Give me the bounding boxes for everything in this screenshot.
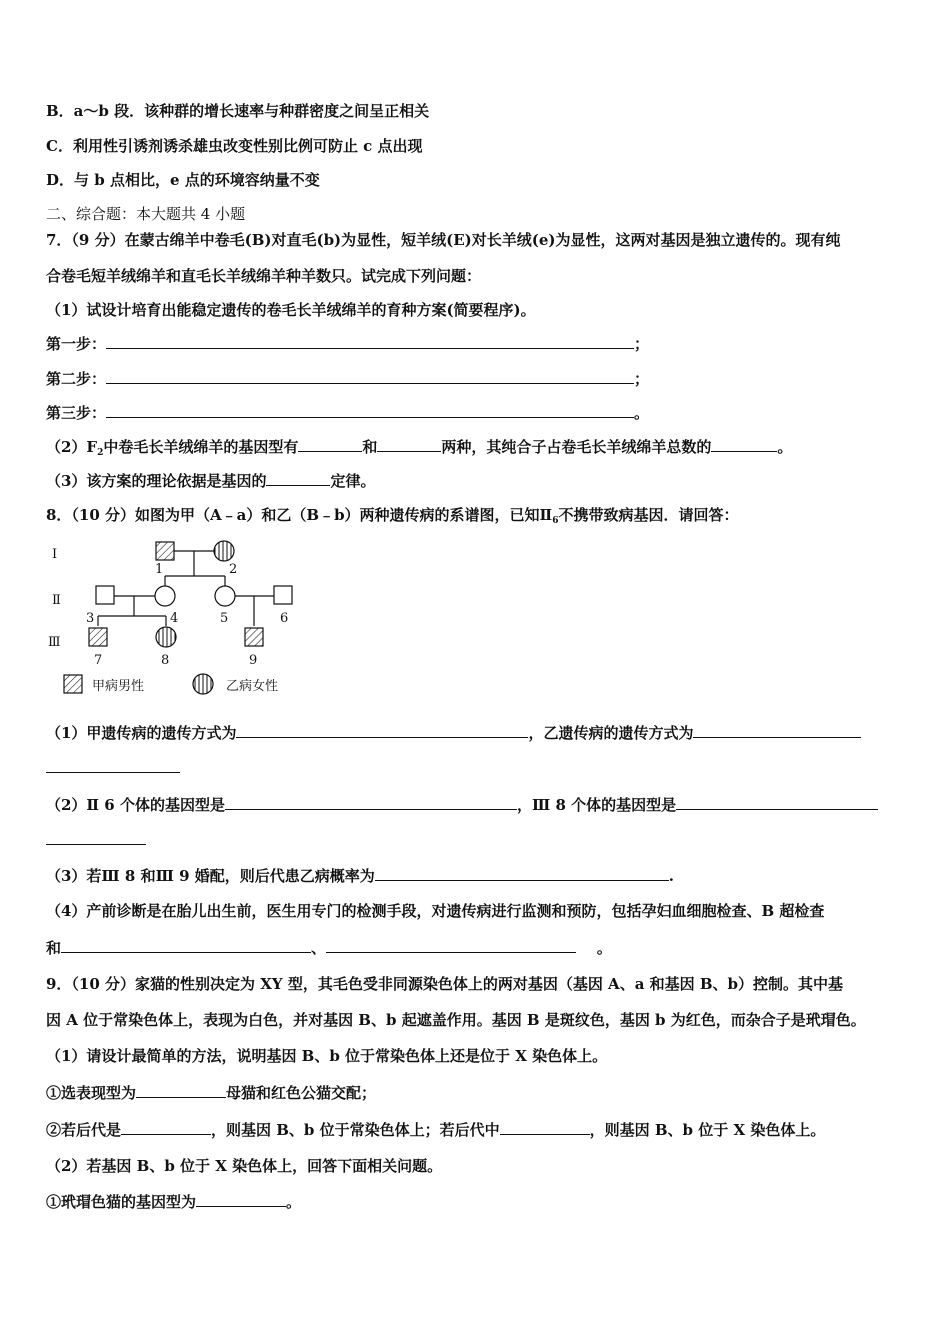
answer-blank[interactable] [298, 437, 362, 452]
section-title: 二、综合题：本大题共 4 小题 [46, 205, 246, 223]
q9-step2: ②若后代是 ，则基因 B、b 位于常染色体上；若后代中 ，则基因 B、b 位于 X 染色体上。 [46, 1121, 826, 1139]
gen-label: Ⅲ [48, 635, 61, 650]
answer-blank[interactable] [693, 723, 861, 738]
individual-number: 8 [161, 653, 170, 668]
answer-blank[interactable] [106, 403, 634, 418]
individual-number: 7 [94, 653, 103, 668]
answer-blank[interactable] [61, 938, 311, 953]
q7-part1: （1）试设计培育出能稳定遗传的卷毛长羊绒绵羊的育种方案(简要程序)。 [46, 301, 536, 319]
step1-label: 第一步： [46, 335, 107, 353]
q9-step3: ①玳瑁色猫的基因型为 。 [46, 1193, 302, 1211]
answer-blank[interactable] [266, 471, 330, 486]
answer-blank[interactable] [106, 334, 634, 349]
q9-part1: （1）请设计最简单的方法，说明基因 B、b 位于常染色体上还是位于 X 染色体上。 [46, 1047, 608, 1065]
q8-part4-cont: 和 、 。 [46, 939, 612, 957]
q8-intro: 8．（10 分）如图为甲（A﹣a）和乙（B﹣b）两种遗传病的系谱图，已知$Ⅱ_6$不携带致病基因．请回答： [46, 506, 739, 526]
legend-female-swatch [193, 674, 213, 694]
gen-label: Ⅱ [52, 593, 61, 608]
q9-line2: 因 A 位于常染色体上，表现为白色，并对基因 B、b 起遮盖作用。基因 B 是斑纹色，基因 b 为红色，而杂合子是玳瑁色。 [46, 1011, 866, 1029]
individual-number: 3 [86, 611, 95, 626]
q9-step1: ①选表现型为 母猫和红色公猫交配； [46, 1084, 377, 1102]
answer-blank[interactable] [500, 1120, 590, 1135]
individual-6-male [274, 586, 292, 604]
q7-part3: （3）该方案的理论依据是基因的 定律。 [46, 472, 376, 490]
answer-blank[interactable] [196, 1192, 286, 1207]
q7-step3: 第三步： 。 [46, 404, 650, 422]
q7-line2: 合卷毛短羊绒绵羊和直毛长羊绒绵羊种羊数只。试完成下列问题： [46, 267, 482, 285]
legend-label: 甲病男性 [92, 679, 145, 694]
answer-blank[interactable] [375, 866, 669, 881]
answer-blank[interactable] [326, 938, 576, 953]
step3-label: 第三步： [46, 404, 107, 422]
individual-9-affected-male [245, 628, 263, 646]
individual-number: 2 [229, 562, 238, 577]
individual-number: 6 [280, 611, 289, 626]
legend-male-swatch [64, 675, 82, 693]
q7-part2: $(2)F_2$中卷毛长羊绒绵羊的基因型有 和 两种，其纯合子占卷毛长羊绒绵羊总数的 。 [46, 438, 793, 458]
individual-number: 1 [155, 562, 164, 577]
option-c: C．利用性引诱剂诱杀雄虫改变性别比例可防止 c 点出现 [46, 137, 423, 155]
answer-blank[interactable] [106, 369, 634, 384]
q9-line1: 9．（10 分）家猫的性别决定为 XY 型，其毛色受非同源染色体上的两对基因（基因 A、a 和基因 B、b）控制。其中基 [46, 975, 844, 993]
option-b: B．a～b 段．该种群的增长速率与种群密度之间呈正相关 [46, 102, 430, 120]
q8-part2: （2）Ⅱ 6 个体的基因型是 ，Ⅲ 8 个体的基因型是 [46, 795, 910, 815]
individual-8-affected-female [156, 627, 176, 647]
individual-number: 5 [220, 611, 229, 626]
individual-5-female [215, 586, 235, 606]
legend-label: 乙病女性 [226, 679, 279, 694]
q8-part2-cont [46, 830, 910, 850]
answer-blank[interactable] [46, 758, 180, 773]
step2-label: 第二步： [46, 370, 107, 388]
q8-part4: （4）产前诊断是在胎儿出生前，医生用专门的检测手段，对遗传病进行监测和预防，包括孕妇血细胞检查、B 超检查 [46, 902, 825, 920]
q8-part3: （3）若Ⅲ 8 和Ⅲ 9 婚配，则后代患乙病概率为 . [46, 867, 674, 885]
q7-step1: 第一步： ； [46, 335, 650, 353]
q8-part1-cont [46, 758, 910, 778]
individual-number: 4 [170, 611, 179, 626]
individual-number: 9 [249, 653, 258, 668]
answer-blank[interactable] [711, 437, 777, 452]
q7-line1: 7．（9 分）在蒙古绵羊中卷毛(B)对直毛(b)为显性，短羊绒(E)对长羊绒(e)为显性，这两对基因是独立遗传的。现有纯 [46, 231, 841, 249]
pedigree-chart [46, 536, 306, 701]
answer-blank[interactable] [225, 795, 517, 810]
q8-part1: （1）甲遗传病的遗传方式为 ，乙遗传病的遗传方式为 [46, 723, 910, 743]
answer-blank[interactable] [676, 795, 878, 810]
individual-3-male [96, 586, 114, 604]
individual-4-female [155, 586, 175, 606]
answer-blank[interactable] [121, 1120, 211, 1135]
individual-7-affected-male [89, 628, 107, 646]
individual-2-affected-female [214, 541, 234, 561]
q7-step2: 第二步： ； [46, 370, 650, 388]
gen-label: Ⅰ [52, 547, 58, 562]
answer-blank[interactable] [236, 723, 528, 738]
answer-blank[interactable] [136, 1083, 226, 1098]
q9-part2: （2）若基因 B、b 位于 X 染色体上，回答下面相关问题。 [46, 1157, 443, 1175]
option-d: D．与 b 点相比，e 点的环境容纳量不变 [46, 171, 320, 189]
answer-blank[interactable] [46, 830, 146, 845]
answer-blank[interactable] [377, 437, 441, 452]
individual-1-affected-male [156, 542, 174, 560]
